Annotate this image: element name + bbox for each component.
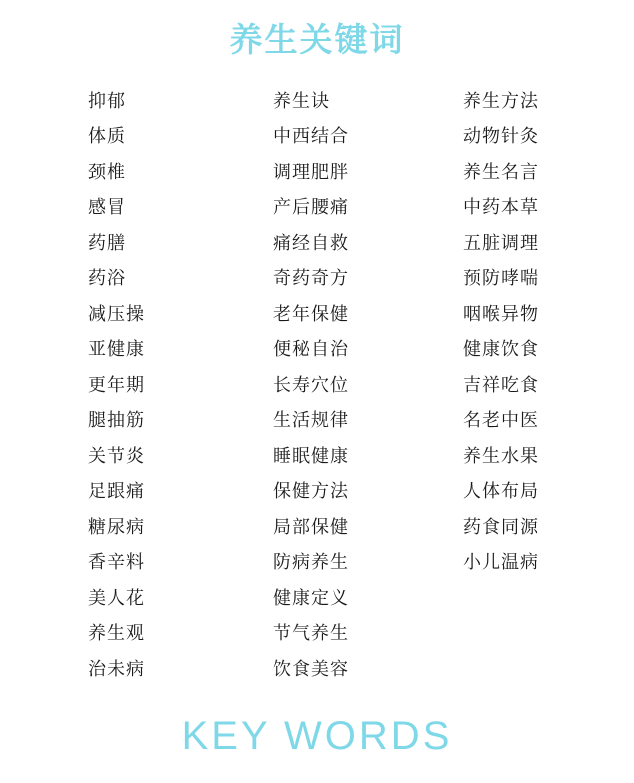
list-item: 亚健康 (88, 339, 145, 361)
list-item: 健康饮食 (463, 339, 539, 361)
list-item: 便秘自治 (273, 339, 349, 361)
list-item: 颈椎 (88, 161, 126, 183)
list-item: 奇药奇方 (273, 268, 349, 290)
list-item: 防病养生 (273, 552, 349, 574)
list-item: 药食同源 (463, 516, 539, 538)
keyword-columns (0, 60, 634, 688)
list-item: 节气养生 (273, 623, 349, 645)
keyword-column-1 (88, 84, 273, 688)
list-item: 香辛料 (88, 552, 145, 574)
keyword-column-2 (273, 84, 463, 688)
list-item: 减压操 (88, 303, 145, 325)
list-item: 饮食美容 (273, 658, 349, 680)
list-item: 咽喉异物 (463, 303, 539, 325)
list-item: 人体布局 (463, 481, 539, 503)
page-title: 养生关键词 (229, 20, 405, 59)
list-item: 中西结合 (273, 126, 349, 148)
list-item: 生活规律 (273, 410, 349, 432)
list-item: 抑郁 (88, 90, 126, 112)
list-item: 预防哮喘 (463, 268, 539, 290)
list-item: 小儿温病 (463, 552, 539, 574)
list-item: 腿抽筋 (88, 410, 145, 432)
list-item: 感冒 (88, 197, 126, 219)
list-item: 养生名言 (463, 161, 539, 183)
list-item: 调理肥胖 (273, 161, 349, 183)
list-item: 糖尿病 (88, 516, 145, 538)
footer-text: KEY WORDS (181, 714, 453, 758)
list-item: 保健方法 (273, 481, 349, 503)
list-item: 动物针灸 (463, 126, 539, 148)
list-item: 治未病 (88, 658, 145, 680)
list-item: 药浴 (88, 268, 126, 290)
list-item: 关节炎 (88, 445, 145, 467)
list-item: 体质 (88, 126, 126, 148)
list-item: 产后腰痛 (273, 197, 349, 219)
list-item: 局部保健 (273, 516, 349, 538)
list-item: 吉祥吃食 (463, 374, 539, 396)
list-item: 更年期 (88, 374, 145, 396)
list-item: 睡眠健康 (273, 445, 349, 467)
list-item: 健康定义 (273, 587, 349, 609)
list-item: 老年保健 (273, 303, 349, 325)
list-item: 美人花 (88, 587, 145, 609)
list-item: 药膳 (88, 232, 126, 254)
keyword-column-3 (463, 84, 633, 688)
list-item: 名老中医 (463, 410, 539, 432)
list-item: 痛经自救 (273, 232, 349, 254)
list-item: 养生观 (88, 623, 145, 645)
list-item: 养生水果 (463, 445, 539, 467)
list-item: 养生方法 (463, 90, 539, 112)
list-item: 五脏调理 (463, 232, 539, 254)
list-item: 中药本草 (463, 197, 539, 219)
list-item: 足跟痛 (88, 481, 145, 503)
list-item: 养生诀 (273, 90, 330, 112)
list-item: 长寿穴位 (273, 374, 349, 396)
